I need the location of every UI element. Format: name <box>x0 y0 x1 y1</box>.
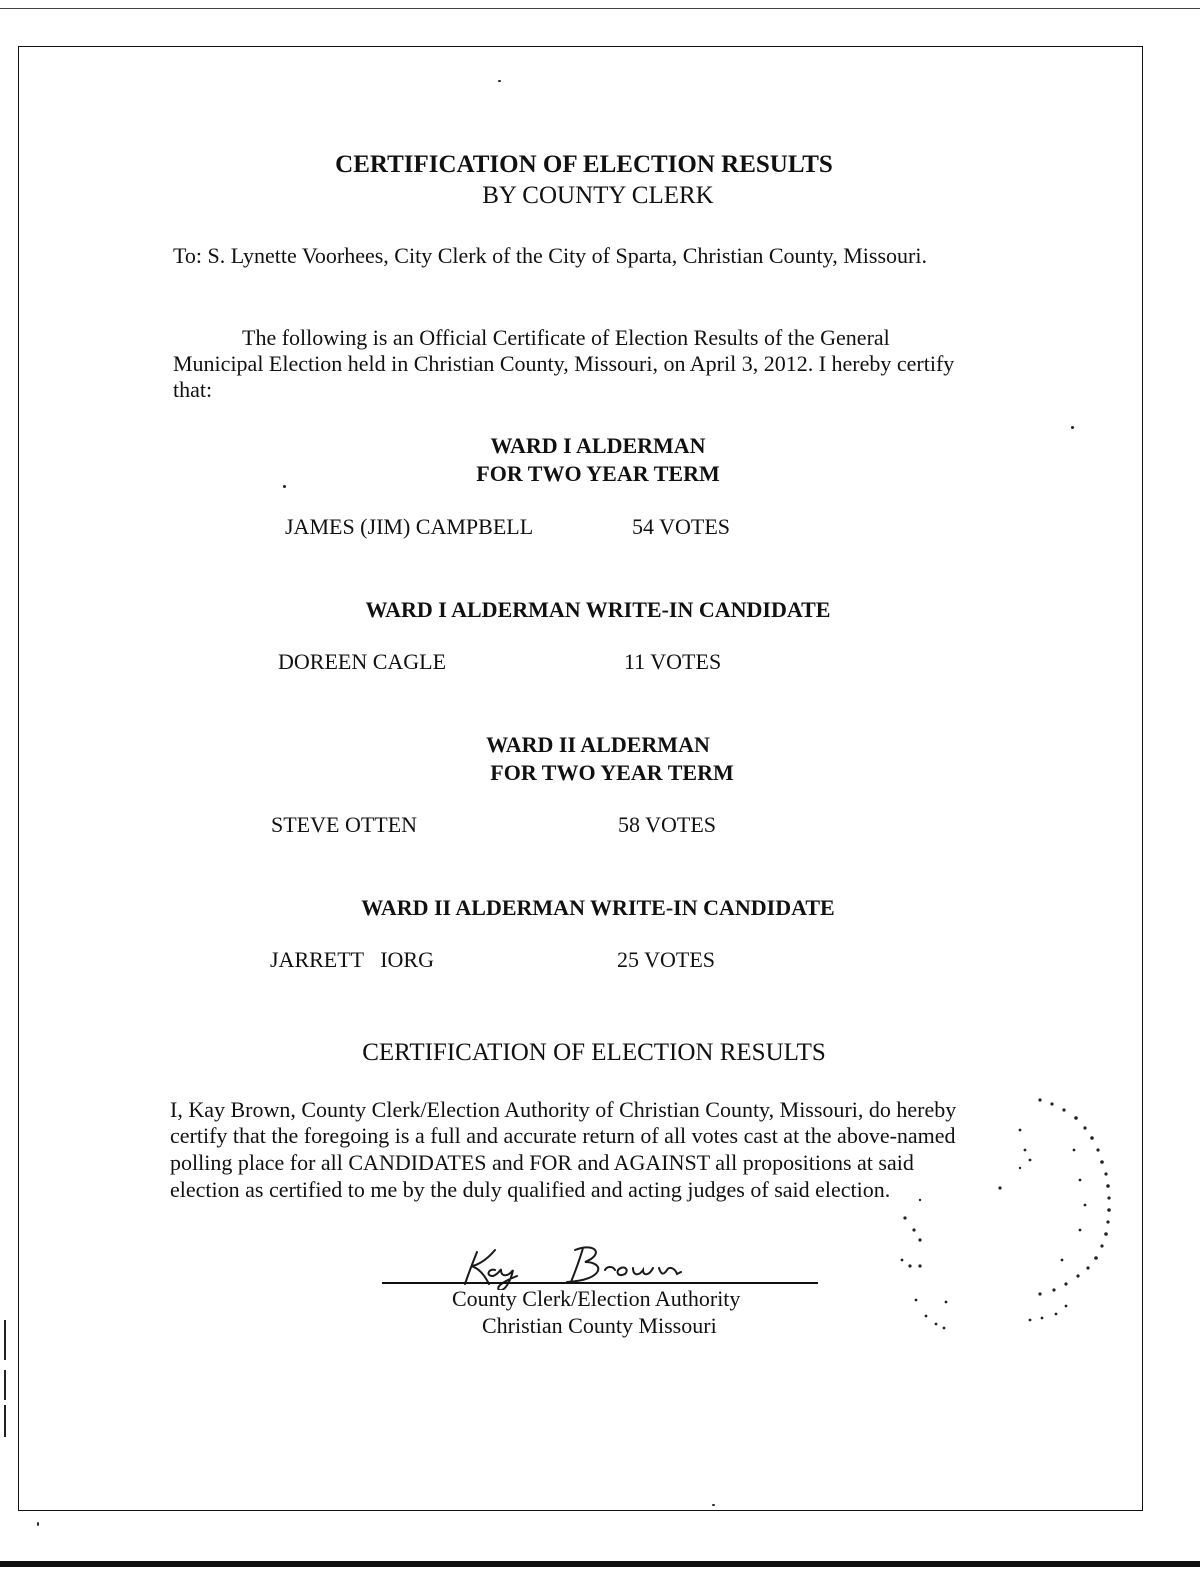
certification-line: certify that the foregoing is a full and accurate return of all votes cast at the above-named <box>170 1123 956 1148</box>
intro-line: that: <box>173 377 213 402</box>
candidate-votes: 25 VOTES <box>617 947 715 972</box>
scan-speck <box>1071 426 1074 429</box>
scan-top-edge <box>0 8 1200 9</box>
certification-line: election as certified to me by the duly qualified and acting judges of said election. <box>170 1177 891 1202</box>
race-heading: WARD I ALDERMAN WRITE-IN CANDIDATE <box>365 597 831 622</box>
candidate-votes: 54 VOTES <box>632 514 730 539</box>
race-heading-term: FOR TWO YEAR TERM <box>476 461 720 486</box>
scan-edge-mark <box>4 1320 6 1360</box>
scan-speck <box>283 485 286 488</box>
certification-heading: CERTIFICATION OF ELECTION RESULTS <box>362 1039 826 1066</box>
scan-speck <box>37 1522 39 1526</box>
signatory-title: County Clerk/Election Authority <box>452 1286 741 1311</box>
scan-speck <box>712 1504 715 1506</box>
scan-edge-mark <box>4 1370 6 1400</box>
certification-line: I, Kay Brown, County Clerk/Election Authority of Christian County, Missouri, do hereby <box>170 1097 957 1122</box>
document-title: CERTIFICATION OF ELECTION RESULTS <box>335 151 833 178</box>
race-heading: WARD I ALDERMAN <box>490 433 706 458</box>
scan-bottom-edge <box>0 1561 1200 1567</box>
candidate-votes: 58 VOTES <box>618 812 716 837</box>
race-heading: WARD II ALDERMAN WRITE-IN CANDIDATE <box>361 895 835 920</box>
race-heading-term: FOR TWO YEAR TERM <box>490 760 734 785</box>
candidate-name: JARRETT IORG <box>270 947 434 972</box>
race-heading: WARD II ALDERMAN <box>486 732 710 757</box>
scan-speck <box>498 80 501 82</box>
addressee-line: To: S. Lynette Voorhees, City Clerk of the City of Sparta, Christian County, Missouri. <box>173 243 927 268</box>
signatory-county: Christian County Missouri <box>482 1313 717 1338</box>
certification-line: polling place for all CANDIDATES and FOR and AGAINST all propositions at said <box>170 1150 914 1175</box>
candidate-name: STEVE OTTEN <box>271 812 418 837</box>
document-subtitle: BY COUNTY CLERK <box>482 182 714 209</box>
candidate-votes: 11 VOTES <box>624 649 722 674</box>
scan-edge-mark <box>4 1405 6 1437</box>
signature-line <box>382 1282 818 1284</box>
embossed-seal-icon <box>880 1090 1140 1350</box>
intro-line: The following is an Official Certificate of Election Results of the General <box>242 325 890 350</box>
candidate-name: JAMES (JIM) CAMPBELL <box>285 514 534 539</box>
candidate-name: DOREEN CAGLE <box>278 649 447 674</box>
intro-line: Municipal Election held in Christian County, Missouri, on April 3, 2012. I hereby certify <box>173 351 955 376</box>
